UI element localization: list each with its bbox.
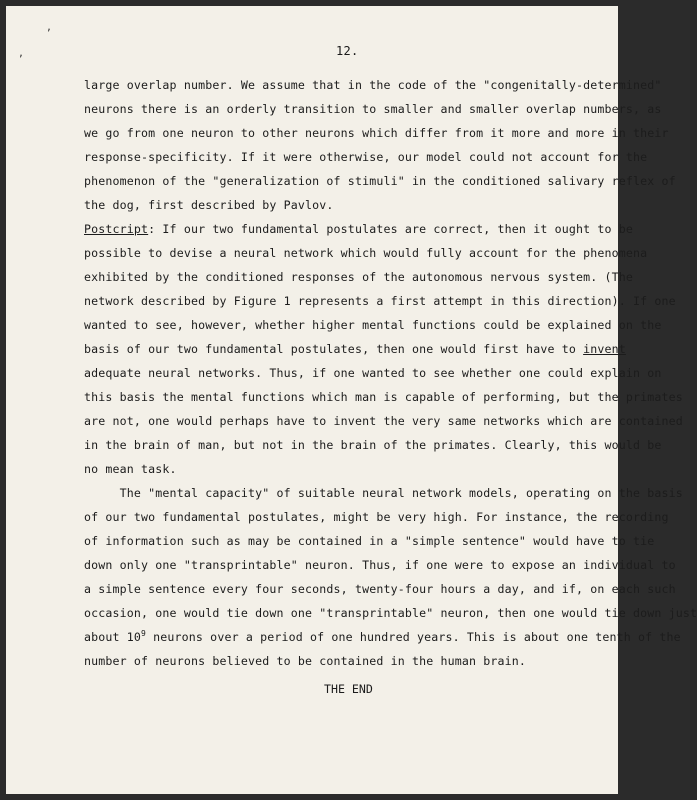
text-fragment: : If our two fundamental postulates are correct, then it ought to be (148, 222, 634, 236)
text-line: of our two fundamental postulates, might be very high. For instance, the recording (84, 510, 669, 524)
text-line: neurons there is an orderly transition to smaller and smaller overlap numbers, as (84, 102, 662, 116)
text-line: of information such as may be contained in a "simple sentence" would have to tie (84, 534, 655, 548)
text-line: down only one "transprintable" neuron. Thus, if one were to expose an individual to (84, 558, 676, 572)
text-line: possible to devise a neural network which would fully account for the phenomena (84, 246, 648, 260)
text-line: response-specificity. If it were otherwise, our model could not account for the (84, 150, 648, 164)
text-line (84, 630, 681, 644)
text-line: The "mental capacity" of suitable neural network models, operating on the basis (84, 486, 683, 500)
text-fragment: neurons over a period of one hundred years. This is about one tenth of the (146, 630, 681, 644)
text-line: a simple sentence every four seconds, twenty-four hours a day, and if, on each such (84, 582, 676, 596)
text-line: phenomenon of the "generalization of stimuli" in the conditioned salivary reflex of (84, 174, 676, 188)
text-fragment: basis of our two fundamental postulates, then one would first have to (84, 342, 584, 356)
page-number: 12. (336, 44, 359, 58)
exponent: 9 (141, 629, 147, 639)
text-line: we go from one neuron to other neurons which differ from it more and more in their (84, 126, 669, 140)
text-line: exhibited by the conditioned responses of the autonomous nervous system. (The (84, 270, 634, 284)
corner-mark: , (18, 48, 25, 59)
corner-mark: , (46, 22, 53, 33)
text-line: are not, one would perhaps have to invent the very same networks which are contained (84, 414, 683, 428)
document-page (6, 6, 697, 794)
the-end-heading: THE END (324, 682, 373, 696)
text-line (84, 342, 626, 356)
text-line: in the brain of man, but not in the brain of the primates. Clearly, this would be (84, 438, 662, 452)
text-line: large overlap number. We assume that in the code of the "congenitally-determined" (84, 78, 662, 92)
text-line: adequate neural networks. Thus, if one wanted to see whether one could explain on (84, 366, 662, 380)
text-line: the dog, first described by Pavlov. (84, 198, 334, 212)
text-fragment: about 10 (84, 630, 142, 644)
text-line: wanted to see, however, whether higher mental functions could be explained on the (84, 318, 662, 332)
text-line: number of neurons believed to be contained in the human brain. (84, 654, 527, 668)
text-line: this basis the mental functions which man is capable of performing, but the primates (84, 390, 683, 404)
postscript-label: Postcript (84, 222, 149, 236)
text-line: no mean task. (84, 462, 177, 476)
text-line: network described by Figure 1 represents a first attempt in this direction). If one (84, 294, 676, 308)
text-line: occasion, one would tie down one "transprintable" neuron, then one would tie down just (84, 606, 697, 620)
postscript-first-line (84, 222, 633, 236)
underlined-word: invent (583, 342, 626, 356)
